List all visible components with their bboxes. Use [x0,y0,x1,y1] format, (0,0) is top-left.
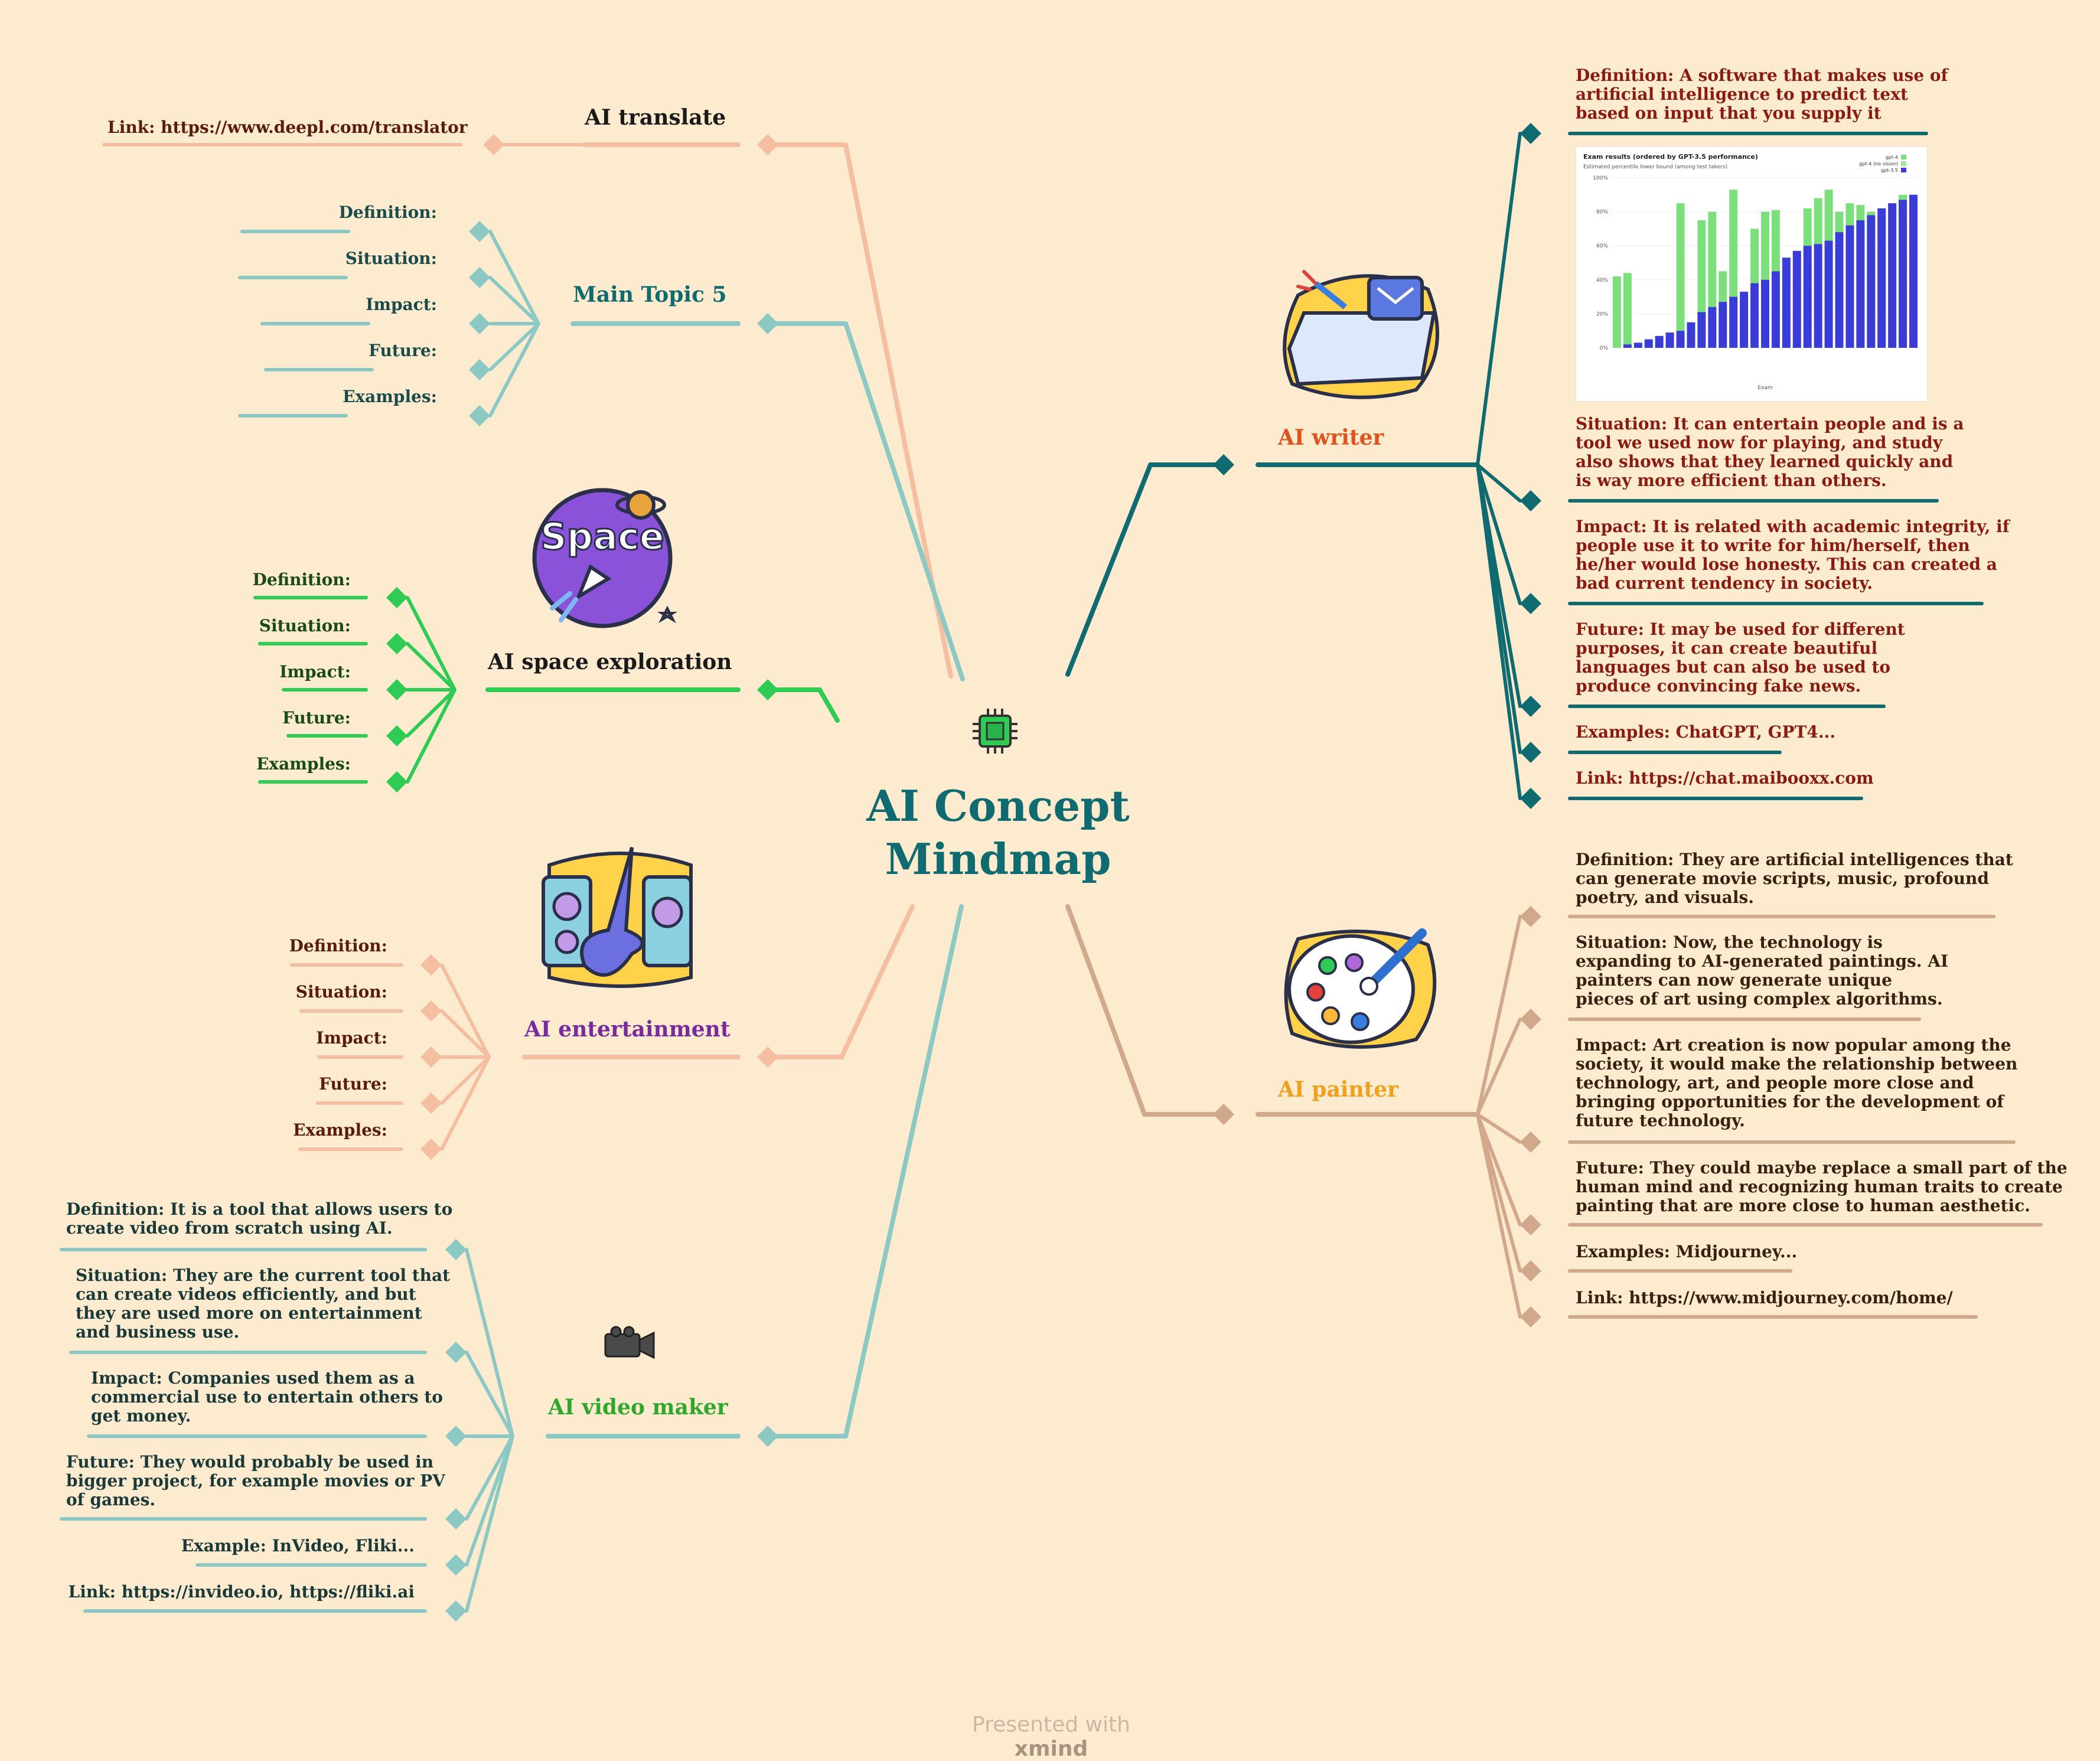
writer-diamond-4 [1520,742,1541,763]
painter-diamond-0 [1520,906,1541,927]
ent-diamond-0 [420,954,442,976]
painter-link[interactable]: Link: https://www.midjourney.com/home/ [1576,1288,1953,1307]
chart-legend-swatch [1901,155,1906,159]
chart-bar-gpt35 [1772,271,1780,348]
diamond-writer [1213,454,1234,475]
painter-examples[interactable]: Examples: Midjourney... [1576,1242,1798,1261]
diamond-main5 [757,313,778,334]
video-situation[interactable]: Situation: They are the current tool that can create videos efficiently, and but they are used more on entertainment and business use. [76,1266,451,1342]
chart-legend-swatch [1901,168,1906,172]
space-situation[interactable]: Situation: [259,616,351,635]
branch-line-translate [762,145,951,676]
main5-diamond-2 [469,313,490,334]
chart-bar-gpt35 [1666,332,1674,348]
writer-diamond-0 [1520,123,1541,144]
space-diamond-3 [386,725,407,746]
main5-future[interactable]: Future: [369,341,437,360]
space-diamond-0 [386,587,407,608]
ent-definition[interactable]: Definition: [289,936,387,955]
chart-bar-gpt35 [1708,307,1716,348]
branch-ai-space-exploration[interactable]: AI space exploration [488,650,732,674]
writer-link[interactable]: Link: https://chat.maibooxx.com [1576,768,1874,788]
painter-diamond-2 [1520,1131,1541,1153]
writer-definition[interactable]: Definition: A software that makes use of artificial intelligence to predict text based on input that you supply it [1576,66,1948,123]
diamond-entertainment [757,1046,778,1068]
painter-definition[interactable]: Definition: They are artificial intelligences that can generate movie scripts, music, profound poetry, and visuals. [1576,850,2013,907]
chart-legend-label: gpt-3.5 [1881,168,1898,173]
chart-bar-gpt35 [1909,195,1918,348]
translate-link[interactable]: Link: https://www.deepl.com/translator [107,118,468,137]
video-diamond-4 [445,1554,467,1576]
video-impact[interactable]: Impact: Companies used them as a commercial use to entertain others to get money. [91,1368,443,1426]
video-link[interactable]: Link: https://invideo.io, https://fliki.ai [68,1582,415,1602]
ent-situation[interactable]: Situation: [295,982,387,1002]
writer-connector-0 [1478,133,1520,465]
chart-bar-gpt4 [1623,273,1632,348]
chip-icon [971,707,1019,755]
painter-connector-5 [1478,1114,1520,1317]
ent-connector-3 [442,1057,489,1103]
chart-y-tick: 0% [1599,345,1608,351]
video-connector-1 [467,1352,513,1436]
chart-y-tick: 80% [1596,209,1608,216]
main5-connector-3 [490,324,539,370]
ent-diamond-3 [420,1093,442,1114]
ent-connector-0 [442,965,489,1057]
chart-bar-gpt35 [1645,340,1653,348]
main5-connector-1 [490,278,539,324]
video-connector-3 [467,1436,513,1519]
ent-diamond-2 [420,1046,442,1068]
chart-bar-gpt35 [1793,251,1801,348]
chart-bar-gpt35 [1740,292,1748,348]
branch-line-video [762,906,961,1436]
diamond-video [757,1426,778,1447]
writer-diamond-3 [1520,696,1541,717]
main5-connector-0 [490,231,539,324]
video-diamond-1 [445,1342,467,1363]
ent-examples[interactable]: Examples: [293,1120,387,1140]
video-diamond-2 [445,1426,467,1447]
main5-diamond-3 [469,359,490,380]
writer-examples[interactable]: Examples: ChatGPT, GPT4... [1576,722,1836,742]
chart-y-tick: 40% [1596,277,1608,283]
diamond-painter [1213,1104,1234,1125]
video-diamond-3 [445,1508,467,1530]
painter-connector-0 [1478,917,1520,1114]
main5-diamond-1 [469,267,490,288]
main5-diamond-4 [469,405,490,426]
branch-line-entertainment [762,906,912,1057]
chart-x-label: Exam [1757,385,1773,391]
video-diamond-0 [445,1239,467,1260]
chart-legend-swatch [1901,161,1906,166]
branch-main-topic-5[interactable]: Main Topic 5 [573,282,727,307]
exam-results-chart [1576,146,1928,402]
painter-situation[interactable]: Situation: Now, the technology is expanding to AI-generated paintings. AI painters can now generate unique pieces of art using complex algorithms. [1576,932,1949,1009]
chart-y-tick: 100% [1593,175,1608,181]
chart-subtitle: Estimated percentile lower bound (among test takers) [1583,164,1727,170]
chart-legend-label: gpt-4 [1885,155,1898,160]
branch-line-painter [1068,906,1224,1114]
main5-impact[interactable]: Impact: [366,295,437,314]
chart-bar-gpt35 [1782,257,1791,348]
email-folder-icon [1280,260,1446,402]
branch-ai-writer[interactable]: AI writer [1278,425,1384,450]
painter-diamond-4 [1520,1260,1541,1281]
main5-diamond-0 [469,221,490,242]
space-examples[interactable]: Examples: [256,754,351,774]
ent-diamond-4 [420,1139,442,1160]
chart-bar-gpt35 [1697,312,1706,348]
chart-bar-gpt35 [1804,246,1812,348]
chart-bar-gpt35 [1888,203,1896,348]
writer-diamond-1 [1520,490,1541,511]
space-definition[interactable]: Definition: [252,570,351,589]
video-diamond-5 [445,1600,467,1622]
main5-connector-4 [490,324,539,416]
painter-diamond-5 [1520,1306,1541,1328]
branch-line-writer [1068,465,1224,674]
footer-credit [933,1713,1169,1761]
branch-ai-painter[interactable]: AI painter [1278,1077,1399,1102]
painter-diamond-3 [1520,1214,1541,1235]
video-camera-icon [599,1326,658,1361]
chart-bar-gpt35 [1877,208,1886,348]
chart-bar-gpt35 [1867,215,1875,348]
guitar-speakers-icon [537,842,703,995]
writer-future[interactable]: Future: It may be used for different purposes, it can create beautiful languages but can also be used to produce convincing fake news. [1576,619,1905,696]
branch-ai-entertainment[interactable]: AI entertainment [524,1017,731,1042]
video-definition[interactable]: Definition: It is a tool that allows users to create video from scratch using AI. [66,1199,453,1238]
ent-connector-4 [442,1057,489,1149]
space-diamond-2 [386,679,407,700]
diamond-space [757,679,778,700]
main5-situation[interactable]: Situation: [345,249,437,268]
branch-ai-translate[interactable]: AI translate [585,105,726,130]
space-connector-3 [407,690,455,736]
space-diamond-1 [386,633,407,654]
chart-bar-gpt35 [1845,226,1854,348]
chart-bar-gpt35 [1687,322,1695,348]
chart-bar-gpt35 [1729,297,1737,348]
ent-connector-1 [442,1011,489,1057]
space-connector-1 [407,644,455,690]
chart-bar-gpt4 [1677,203,1685,348]
writer-connector-5 [1478,465,1520,798]
painter-impact[interactable]: Impact: Art creation is now popular among the society, it would make the relationship between technology, art, and people more close and bringing opportunities for the development of future technology. [1576,1035,2018,1130]
chart-bar-gpt35 [1623,344,1632,348]
writer-diamond-2 [1520,593,1541,614]
diamond-translate [757,134,778,155]
chart-y-tick: 60% [1596,243,1608,250]
chart-bar-gpt35 [1719,302,1727,348]
central-topic[interactable]: AI Concept Mindmap [866,781,1130,884]
writer-diamond-5 [1520,788,1541,809]
space-diamond-4 [386,771,407,793]
chart-bar-gpt35 [1750,283,1759,348]
space-rocket-icon [520,484,679,632]
video-future[interactable]: Future: They would probably be used in bigger project, for example movies or PV of games. [66,1452,445,1509]
chart-legend-label: gpt-4 (no vision) [1859,161,1898,167]
chart-bar-gpt35 [1899,200,1907,348]
writer-situation[interactable]: Situation: It can entertain people and is a tool we used now for playing, and study also shows that they learned quickly and is way more efficient than others. [1576,414,1964,490]
video-connector-5 [467,1436,513,1611]
translate-sub-diamond [483,134,504,155]
chart-bar-gpt35 [1835,232,1844,348]
chart-bar-gpt4 [1613,276,1621,348]
chart-bar-gpt35 [1825,241,1833,348]
space-icon-text: Space [540,515,664,558]
chart-bar-gpt35 [1814,244,1822,348]
chart-y-tick: 20% [1596,311,1608,318]
ent-future[interactable]: Future: [319,1074,387,1094]
palette-brush-icon [1280,921,1446,1051]
chart-bar-gpt35 [1655,336,1664,348]
footer-prefix: Presented with [972,1713,1130,1737]
writer-impact[interactable]: Impact: It is related with academic integrity, if people use it to write for him/herself, then he/her would lose honesty. This can created a bad current tendency in society. [1576,517,2010,593]
space-connector-4 [407,690,455,782]
chart-title: Exam results (ordered by GPT-3.5 performance) [1583,153,1758,161]
space-future[interactable]: Future: [282,708,351,728]
video-example[interactable]: Example: InVideo, Fliki... [181,1536,415,1555]
video-connector-0 [467,1250,513,1436]
painter-future[interactable]: Future: They could maybe replace a small part of the human mind and recognizing human traits to create painting that are more close to human aesthetic. [1576,1158,2068,1215]
main5-definition[interactable]: Definition: [338,203,437,222]
footer-brand: xmind [1014,1737,1088,1761]
chart-bar-gpt35 [1634,343,1642,348]
space-impact[interactable]: Impact: [279,662,351,681]
ent-impact[interactable]: Impact: [316,1028,387,1048]
painter-connector-1 [1478,1019,1520,1114]
ent-diamond-1 [420,1000,442,1022]
branch-ai-video-maker[interactable]: AI video maker [548,1395,728,1420]
chart-bar-gpt35 [1856,220,1864,348]
main5-examples[interactable]: Examples: [343,387,437,406]
chart-bar-gpt35 [1761,280,1769,348]
painter-diamond-1 [1520,1009,1541,1030]
chart-bar-gpt35 [1677,331,1685,348]
branch-line-main5 [762,324,963,679]
space-connector-0 [407,598,455,690]
